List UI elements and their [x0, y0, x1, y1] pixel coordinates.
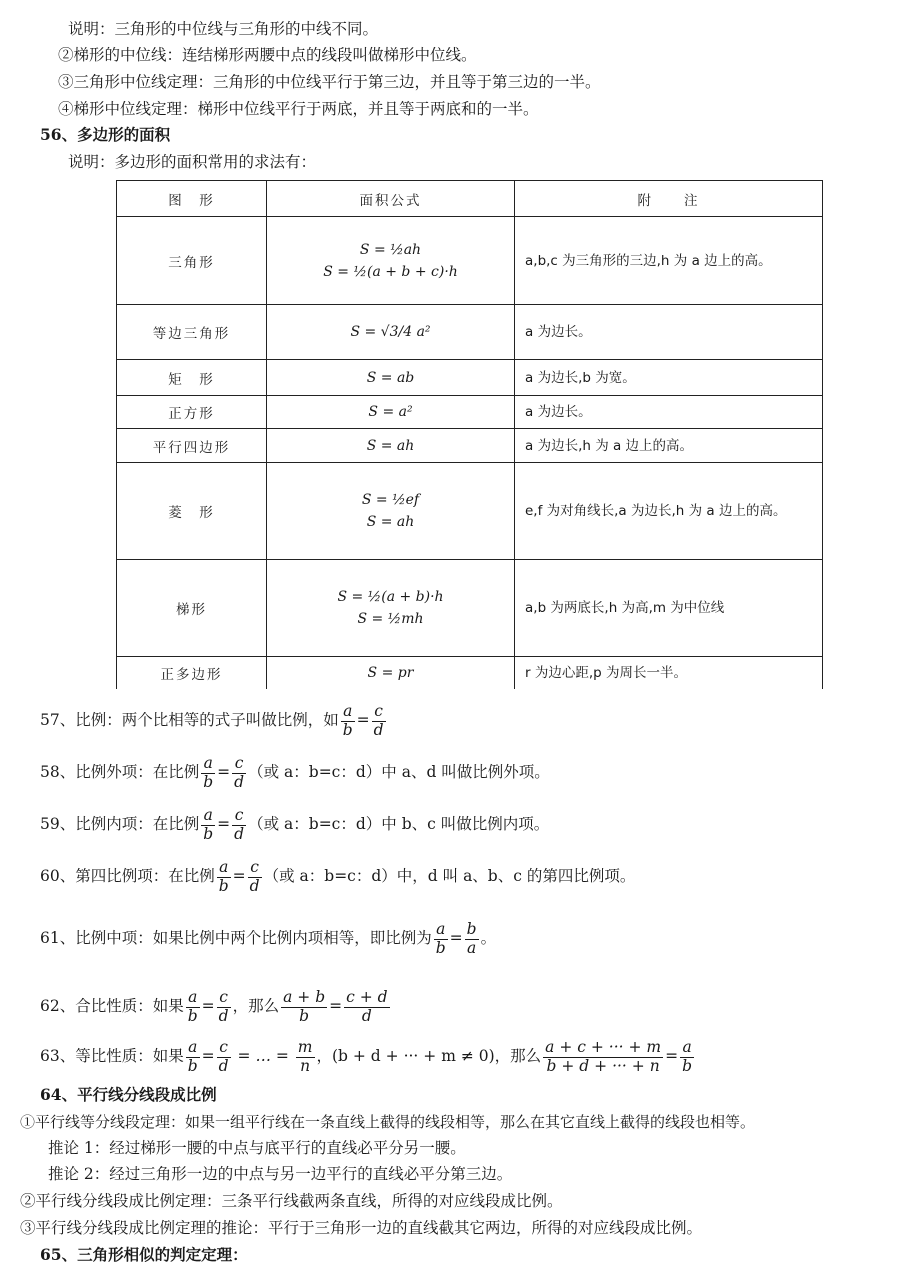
cell-shape: 正方形	[117, 396, 267, 429]
item-text: （或 a：b=c：d）中 b、c 叫做比例内项。	[248, 815, 550, 833]
section-heading-65: 65、三角形相似的判定定理：	[40, 1245, 248, 1264]
theorem-line: ①平行线等分线段定理：如果一组平行线在一条直线上截得的线段相等，那么在其它直线上截得的线段也相等。	[20, 1113, 756, 1131]
cell-formula: S = ab	[267, 360, 515, 396]
item-59: 59、比例内项：在比例 $\frac{a}{b}$ = $\frac{c}{d}$ （或 a：b=c：d）中 b、c 叫做比例内项。	[40, 806, 550, 843]
table-row	[117, 305, 823, 360]
item-text: ，(b + d + ··· + m ≠ 0)，那么	[316, 1047, 542, 1065]
item-text: 61、比例中项：如果比例中两个比例内项相等，即比例为	[40, 929, 432, 947]
fraction-sum-ratio: $\frac{a + c + \cdot\cdot\cdot + m}{b + d + \cdot\cdot\cdot + n}$	[545, 1038, 662, 1075]
table-row	[117, 560, 823, 657]
theorem-line: ③平行线分线段成比例定理的推论：平行于三角形一边的直线截其它两边，所得的对应线段成比例。	[20, 1219, 703, 1237]
item-text: 60、第四比例项：在比例	[40, 867, 215, 885]
cell-formula: S = √3/4 a²	[267, 305, 515, 360]
header-shape: 图 形	[117, 181, 267, 217]
section-heading-56: 56、多边形的面积	[40, 125, 171, 144]
fraction-a-over-b: $\frac{a}{b}$	[203, 754, 214, 791]
fraction-m-over-n: $\frac{m}{n}$	[297, 1038, 313, 1075]
fraction-a-over-b: $\frac{a}{b}$	[203, 806, 214, 843]
cell-note: a,b 为两底长,h 为高,m 为中位线	[515, 560, 823, 657]
fraction-a-over-b: $\frac{a}{b}$	[682, 1038, 693, 1075]
item-62: 62、合比性质：如果 $\frac{a}{b}$ = $\frac{c}{d}$ ，那么 $\frac{a + b}{b}$ = $\frac{c + d}{d}$	[40, 988, 388, 1025]
fraction-b-over-a: $\frac{b}{a}$	[466, 920, 477, 957]
corollary-line: 推论 2：经过三角形一边的中点与另一边平行的直线必平分第三边。	[48, 1165, 513, 1183]
fraction-a-over-b: $\frac{a}{b}$	[435, 920, 446, 957]
item-text: 。	[480, 929, 497, 947]
fraction-a-over-b: $\frac{a}{b}$	[187, 988, 198, 1025]
table-header-row	[117, 181, 823, 217]
cell-shape: 等边三角形	[117, 305, 267, 360]
fraction-a-over-b: $\frac{a}{b}$	[218, 858, 229, 895]
item-60: 60、第四比例项：在比例 $\frac{a}{b}$ = $\frac{c}{d}$ （或 a：b=c：d）中，d 叫 a、b、c 的第四比例项。	[40, 858, 636, 895]
cell-note: a 为边长,b 为宽。	[515, 360, 823, 396]
cell-shape: 三角形	[117, 217, 267, 305]
cell-note: a 为边长。	[515, 305, 823, 360]
item-57: 57、比例：两个比相等的式子叫做比例，如 $\frac{a}{b}$ = $\frac{c}{d}$	[40, 702, 384, 739]
cell-note: a 为边长,h 为 a 边上的高。	[515, 429, 823, 463]
cell-shape: 梯形	[117, 560, 267, 657]
table-row	[117, 217, 823, 305]
item-text: （或 a：b=c：d）中 a、d 叫做比例外项。	[248, 763, 550, 781]
cell-formula: S = a²	[267, 396, 515, 429]
cell-shape: 菱 形	[117, 463, 267, 560]
fraction-c-over-d: $\frac{c}{d}$	[218, 988, 229, 1025]
fraction-c-over-d: $\frac{c}{d}$	[234, 806, 245, 843]
header-formula: 面积公式	[267, 181, 515, 217]
theorem-line: ②平行线分线段成比例定理：三条平行线截两条直线，所得的对应线段成比例。	[20, 1192, 563, 1210]
formula: S = ½ef	[361, 492, 420, 508]
table-row	[117, 396, 823, 429]
item-63: 63、等比性质：如果 $\frac{a}{b}$ = $\frac{c}{d}$ = … = $\frac{m}{n}$ ，(b + d + ··· + m ≠ 0)，那么 $\frac{a + c + \cdot\cdot\cdot + m}{b + d + \cdot\cdot\cdot + n}$ = $\frac{a}{b}$	[40, 1038, 693, 1075]
formula: S = ½(a + b + c)·h	[323, 263, 458, 280]
polygon-area-table	[116, 180, 823, 689]
section-note-56: 说明：多边形的面积常用的求法有：	[68, 153, 317, 171]
formula: S = ½ah	[359, 241, 422, 258]
fraction-a-over-b: $\frac{a}{b}$	[342, 702, 353, 739]
table-row	[117, 360, 823, 396]
header-note: 附 注	[515, 181, 823, 217]
item-text: ，那么	[232, 997, 280, 1015]
fraction-c-over-d: $\frac{c}{d}$	[234, 754, 245, 791]
fraction-c-over-d: $\frac{c}{d}$	[373, 702, 384, 739]
cell-formula	[267, 217, 515, 305]
cell-shape: 矩 形	[117, 360, 267, 396]
item-text: 62、合比性质：如果	[40, 997, 184, 1015]
theorem-line: ②梯形的中位线：连结梯形两腰中点的线段叫做梯形中位线。	[58, 46, 477, 64]
cell-note: r 为边心距,p 为周长一半。	[515, 657, 823, 689]
item-text: 63、等比性质：如果	[40, 1047, 184, 1065]
cell-shape: 平行四边形	[117, 429, 267, 463]
fraction-a-plus-b-over-b: $\frac{a + b}{b}$	[283, 988, 326, 1025]
item-text: 57、比例：两个比相等的式子叫做比例，如	[40, 711, 339, 729]
item-58: 58、比例外项：在比例 $\frac{a}{b}$ = $\frac{c}{d}$ （或 a：b=c：d）中 a、d 叫做比例外项。	[40, 754, 550, 791]
theorem-line: ④梯形中位线定理：梯形中位线平行于两底，并且等于两底和的一半。	[58, 100, 539, 118]
table-row	[117, 463, 823, 560]
table-row	[117, 657, 823, 689]
fraction-c-over-d: $\frac{c}{d}$	[218, 1038, 229, 1075]
formula: S = ½mh	[357, 611, 424, 627]
item-text: 59、比例内项：在比例	[40, 815, 200, 833]
item-61: 61、比例中项：如果比例中两个比例内项相等，即比例为 $\frac{a}{b}$ = $\frac{b}{a}$ 。	[40, 920, 497, 957]
fraction-a-over-b: $\frac{a}{b}$	[187, 1038, 198, 1075]
cell-note: a,b,c 为三角形的三边,h 为 a 边上的高。	[515, 217, 823, 305]
cell-formula	[267, 463, 515, 560]
formula: S = ah	[366, 514, 415, 530]
note-line: 说明：三角形的中位线与三角形的中线不同。	[68, 20, 379, 38]
cell-note: a 为边长。	[515, 396, 823, 429]
fraction-c-over-d: $\frac{c}{d}$	[249, 858, 260, 895]
cell-shape: 正多边形	[117, 657, 267, 689]
fraction-c-plus-d-over-d: $\frac{c + d}{d}$	[346, 988, 388, 1025]
item-text: 58、比例外项：在比例	[40, 763, 200, 781]
cell-formula: S = ah	[267, 429, 515, 463]
corollary-line: 推论 1：经过梯形一腰的中点与底平行的直线必平分另一腰。	[48, 1139, 466, 1157]
cell-formula: S = pr	[267, 657, 515, 689]
theorem-line: ③三角形中位线定理：三角形的中位线平行于第三边，并且等于第三边的一半。	[58, 73, 601, 91]
cell-note: e,f 为对角线长,a 为边长,h 为 a 边上的高。	[515, 463, 823, 560]
table-row	[117, 429, 823, 463]
item-text: （或 a：b=c：d）中，d 叫 a、b、c 的第四比例项。	[263, 867, 636, 885]
section-heading-64: 64、平行线分线段成比例	[40, 1085, 217, 1104]
formula: S = ½(a + b)·h	[337, 589, 444, 605]
cell-formula	[267, 560, 515, 657]
